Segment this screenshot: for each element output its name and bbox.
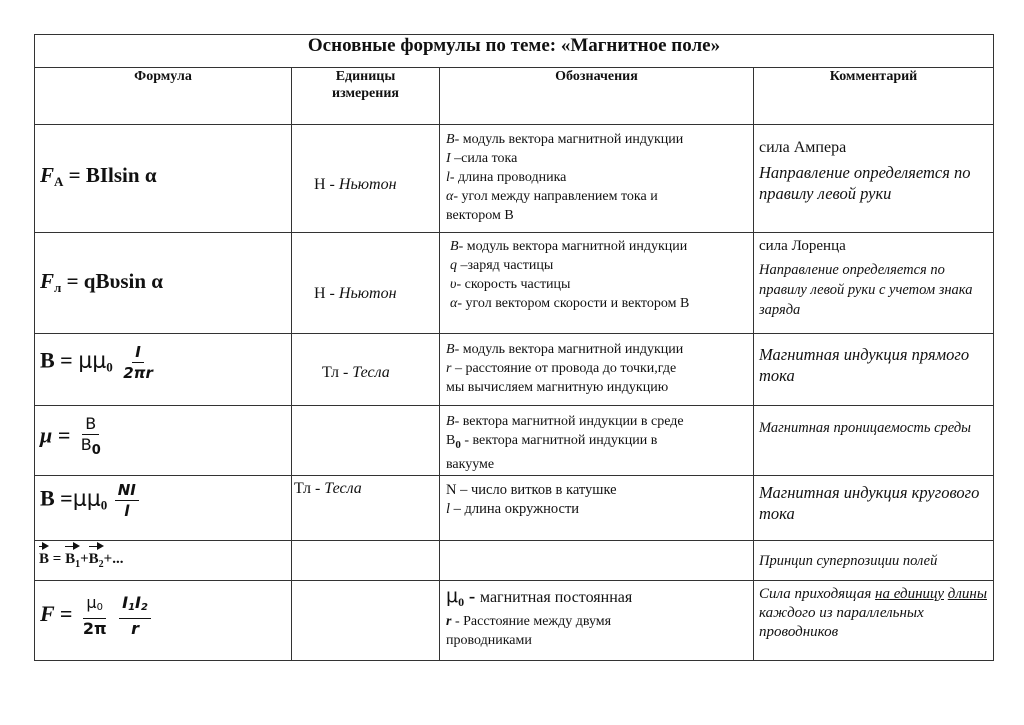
formula-ampere: $F_A = BIlsin$ α [40,163,157,189]
notation-cell [440,233,754,334]
unit-cell [292,334,440,406]
unit-cell [292,581,440,661]
notation-line: вакууме [446,456,495,472]
formula-permeability: μ = $\frac{B}{B_0}$ [40,414,106,461]
formula-parallel-conductors: F = $\frac{\mu_0}{2\pi}$ $\frac{I_1I_2}{r}$ [40,593,153,639]
fraction: $\frac{\mu_0}{2\pi}$ [82,593,107,638]
unit-newton: Н - Ньютон [314,176,397,193]
table-row [35,334,994,406]
comment-text: Принцип суперпозиции полей [759,553,938,569]
formula-superposition: $B = B_1+B_2+$... [39,551,124,570]
notation-cell [440,581,754,661]
comment-text: Сила приходящая на единицу длины каждого из параллельных проводников [759,586,987,640]
header-notation: Обозначения [440,68,754,125]
notation-line: $B_0$ - вектора магнитной индукции в [446,433,658,451]
notation-line: проводниками [446,633,532,649]
unit-cell [292,233,440,334]
table-row [35,125,994,233]
notation-line: вектором В [446,208,514,223]
formula-cell [35,125,292,233]
formula-cell [35,476,292,541]
unit-newton: Н - Ньютон [314,285,397,302]
unit-tesla: Тл - Тесла [294,480,362,497]
comment-cell [754,581,994,661]
table-row [35,581,994,661]
formula-circular-current: $B =\mu\mu_0$ $\frac{NI}{l}$ [40,480,141,521]
fraction: $\frac{NI}{l}$ [115,480,139,521]
header-comment: Комментарий [754,68,994,125]
notation-line: α- угол между направлением тока и [446,189,658,204]
notation-cell [440,541,754,581]
comment-text: Магнитная индукция кругового тока [759,483,980,523]
notation-cell [440,125,754,233]
table-row [35,406,994,476]
notation-line: N – число витков в катушке [446,482,617,498]
fraction: $\frac{I}{2\pi r}$ [123,343,153,382]
notation-line: B- модуль вектора магнитной индукции [446,342,684,357]
formulas-table [34,34,994,661]
notation-cell [440,406,754,476]
table-row [35,541,994,581]
notation-line: r - Расстояние между двумя [446,614,612,630]
notation-line: B- вектора магнитной индукции в среде [446,414,684,429]
formula-cell [35,581,292,661]
formula-sheet [34,34,993,661]
notation-cell [440,476,754,541]
unit-cell [292,541,440,581]
comment-text: Направление определяется по правилу левой руки с учетом знака заряда [759,262,973,318]
unit-tesla: Тл - Тесла [322,364,390,381]
comment-title: сила Лоренца [759,238,846,254]
notation-line: B- модуль вектора магнитной индукции [446,132,684,147]
comment-text: Магнитная проницаемость среды [759,420,971,436]
notation-line: l- длина проводника [446,170,567,185]
unit-cell [292,476,440,541]
formula-lorentz: $F_л = qB\upsilon\sin$ α [40,269,164,295]
comment-cell [754,541,994,581]
formula-cell [35,233,292,334]
formula-cell [35,406,292,476]
comment-cell [754,233,994,334]
table-row [35,476,994,541]
notation-cell [440,334,754,406]
table-row [35,233,994,334]
notation-line: l – длина окружности [446,501,580,517]
comment-cell [754,334,994,406]
header-units [292,68,440,125]
notation-line: r – расстояние от провода до точки,где [446,361,677,376]
header-formula: Формула [35,68,292,125]
comment-title: сила Ампера [759,139,847,156]
unit-cell [292,406,440,476]
notation-line: q –заряд частицы [450,258,554,273]
header-units-line2: измерения [332,86,399,101]
notation-line: мы вычисляем магнитную индукцию [446,380,669,395]
comment-cell [754,476,994,541]
formula-cell [35,334,292,406]
comment-cell [754,125,994,233]
comment-cell [754,406,994,476]
comment-text: Магнитная индукция прямого тока [759,345,970,385]
unit-cell [292,125,440,233]
notation-line: υ- скорость частицы [450,277,571,292]
comment-text: Направление определяется по правилу левой руки [759,163,971,203]
notation-line: I –сила тока [446,151,518,166]
notation-line: $\mu_0$ - магнитная постоянная [446,585,633,610]
fraction: $\frac{I_1I_2}{r}$ [119,593,151,639]
formula-cell [35,541,292,581]
table-title: Основные формулы по теме: «Магнитное поле» [35,35,994,68]
header-units-line1: Единицы [335,69,396,84]
notation-line: B- модуль вектора магнитной индукции [450,239,688,254]
fraction: $\frac{B}{B_0}$ [80,414,101,458]
formula-straight-current: $B = \mu\mu_0$ $\frac{I}{2\pi r}$ [40,342,158,383]
notation-line: α- угол вектором скорости и вектором В [450,296,690,311]
